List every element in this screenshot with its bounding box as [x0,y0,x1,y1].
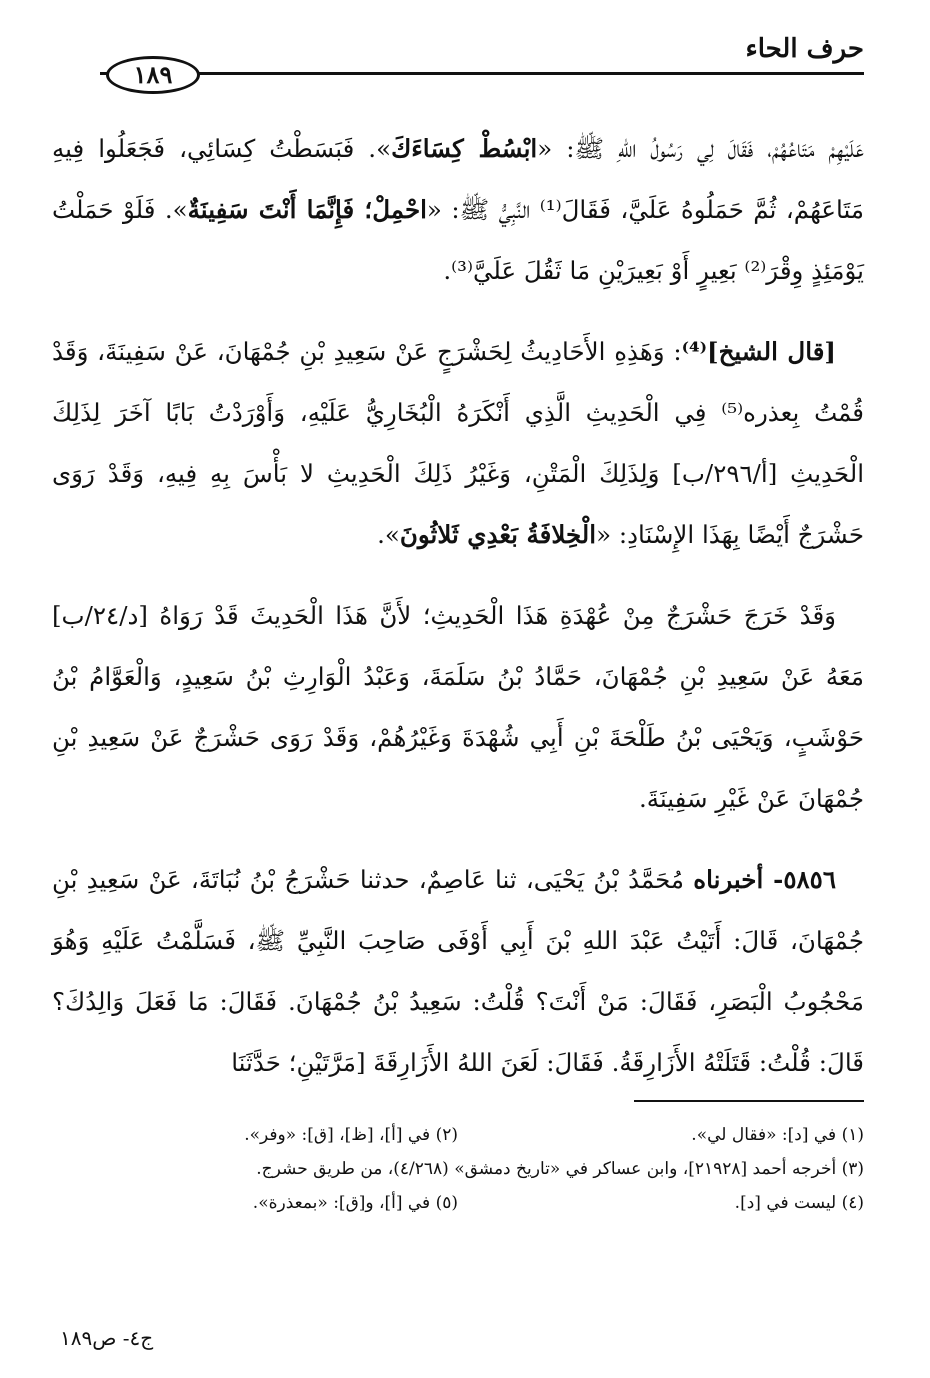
main-text [52,118,864,1093]
bold-hadith-phrase-2: احْمِلْ؛ فَإِنَّمَا أَنْتَ سَفِينَةٌ [187,195,427,224]
sheikh-label: [قال الشيخ]⁽⁴⁾ [681,337,836,366]
footnote-2: (٢) في [أ]، [ظ]، [ق]: «وفر». [244,1125,458,1145]
footnote-rule [634,1100,864,1102]
paragraph-1: عَلَيْهِمْ مَتَاعُهُمْ، فَقَالَ لِي رَسُولُ اللهِ ﷺ: «ابْسُطْ كِسَاءَكَ». فَبَسَطْتُ كِسَائِي، فَجَعَلُوا فِيهِ مَتَاعَهُمْ، ثُمَّ حَمَلُوهُ عَلَيَّ، فَقَالَ⁽¹⁾ النَّبِيُّ ﷺ: «احْمِلْ؛ فَإِنَّمَا أَنْتَ سَفِينَةٌ». فَلَوْ حَمَلْتُ يَوْمَئِذٍ وِقْرَ⁽²⁾ بَعِيرٍ أَوْ بَعِيرَيْنِ مَا ثَقُلَ عَلَيَّ⁽³⁾. [52,134,865,285]
paragraph-3: وَقَدْ خَرَجَ حَشْرَجٌ مِنْ عُهْدَةِ هَذَا الْحَدِيثِ؛ لأَنَّ هَذَا الْحَدِيثَ قَدْ رَوَاهُ [د/٢٤/ب] مَعَهُ عَنْ سَعِيدِ بْنِ جُمْهَانَ، حَمَّادُ بْنُ سَلَمَةَ، وَعَبْدُ الْوَارِثِ بْنُ سَعِيدٍ، وَالْعَوَّامُ بْنُ حَوْشَبٍ، وَيَحْيَى بْنُ طَلْحَةَ بْنِ أَبِي شُهْدَةَ وَغَيْرُهُمْ، وَقَدْ رَوَى حَشْرَجٌ عَنْ سَعِيدِ بْنِ جُمْهَانَ عَنْ غَيْرِ سَفِينَةَ. [52,601,864,813]
footnote-4: (٤) ليست في [د]. [734,1193,864,1213]
volume-page-reference: ج٤- ص١٨٩ [60,1326,154,1350]
footnote-1: (١) في [د]: «فقال لي». [691,1125,864,1145]
running-title: حرف الحاء [745,34,864,64]
page-number-oval: ١٨٩ [106,56,200,94]
paragraph-2: [قال الشيخ]⁽⁴⁾: وَهَذِهِ الأَحَادِيثُ لِحَشْرَجٍ عَنْ سَعِيدِ بْنِ جُمْهَانَ، عَنْ سَفِينَةَ، وَقَدْ قُمْتُ بِعذره⁽⁵⁾ فِي الْحَدِيثِ الَّذِي أَنْكَرَهُ الْبُخَارِيُّ عَلَيْهِ، وَأَوْرَدْتُ بَابًا آخَرَ لِذَلِكَ الْحَدِيثِ [أ/٢٩٦/ب] وَلِذَلِكَ الْمَتْنِ، وَغَيْرُ ذَلِكَ الْحَدِيثِ لا بَأْسَ بِهِ فِيهِ، وَقَدْ رَوَى حَشْرَجٌ أَيْضًا بِهَذَا الإِسْنَادِ: «الْخِلافَةُ بَعْدِي ثَلاثُونَ». [52,337,865,549]
hadith-number: ٥٨٥٦- [763,865,836,894]
paragraph-4: ٥٨٥٦- أخبرناه مُحَمَّدُ بْنُ يَحْيَى، ثنا عَاصِمٌ، حدثنا حَشْرَجُ بْنُ نُبَاتَةَ، عَنْ سَعِيدِ بْنِ جُمْهَانَ، قَالَ: أَتَيْتُ عَبْدَ اللهِ بْنَ أَبِي أَوْفَى صَاحِبَ النَّبِيِّ ﷺ، فَسَلَّمْتُ عَلَيْهِ وَهُوَ مَحْجُوبُ الْبَصَرِ، فَقَالَ: مَنْ أَنْتَ؟ قُلْتُ: سَعِيدُ بْنُ جُمْهَانَ. فَقَالَ: مَا فَعَلَ وَالِدُكَ؟ قَالَ: قُلْتُ: قَتَلَتْهُ الأَزَارِقَةُ. فَقَالَ: لَعَنَ اللهُ الأَزَارِقَةَ [مَرَّتَيْنِ؛ حَدَّثَنَا [52,865,864,1077]
akhbarana-label: أخبرناه [693,865,764,894]
footnote-5: (٥) في [أ]، و[ق]: «بمعذرة». [252,1193,458,1213]
bold-hadith-phrase-3: الْخِلافَةُ بَعْدِي ثَلاثُونَ [399,520,597,549]
footnote-3: (٣) أخرجه أحمد [٢١٩٢٨]، وابن عساكر في «تاريخ دمشق» (٤/٢٦٨)، من طريق حشرج. [256,1159,864,1179]
bold-hadith-phrase-1: ابْسُطْ كِسَاءَكَ [391,134,538,163]
header-rule [100,72,864,75]
footnotes [52,1118,864,1220]
